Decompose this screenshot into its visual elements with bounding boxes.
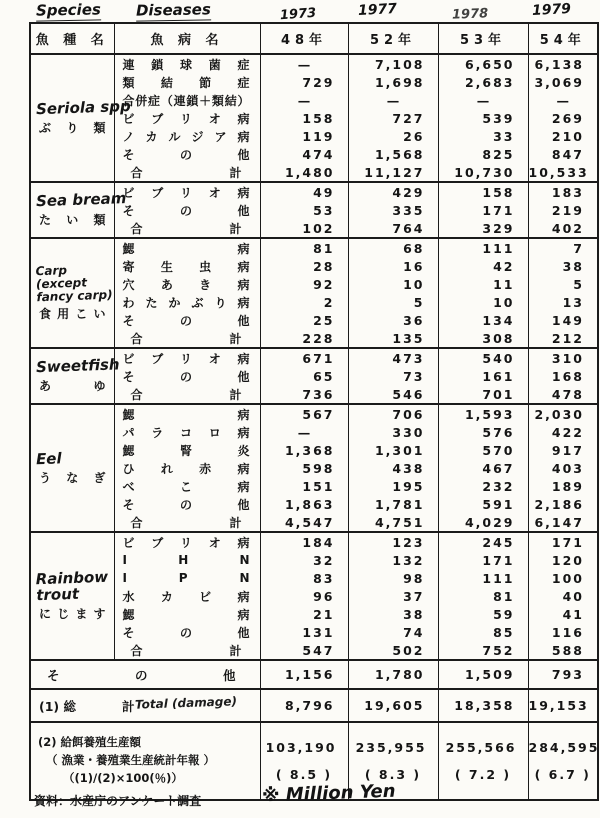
value-cell: 161	[438, 367, 528, 385]
value-cell: 1,156	[260, 660, 348, 689]
value-cell: —	[438, 91, 528, 109]
table-row	[30, 73, 598, 91]
production-value-cell	[438, 722, 528, 800]
table-header	[30, 23, 598, 54]
value-cell: 330	[348, 423, 438, 441]
table-row	[30, 257, 598, 275]
value-cell: 131	[260, 623, 348, 641]
table-row	[30, 513, 598, 532]
value-cell: 59	[438, 605, 528, 623]
value-cell: 189	[528, 477, 598, 495]
value-cell: 100	[528, 569, 598, 587]
disease-name-cell: 穴 あ き 病	[114, 275, 260, 293]
value-cell: 98	[348, 569, 438, 587]
year-column-header-53: 53年	[438, 23, 528, 54]
disease-name-cell: そ の 他	[114, 145, 260, 163]
production-percent: ( 8.3 )	[364, 767, 422, 782]
value-cell: 19,153	[528, 689, 598, 722]
disease-name-cell: 鰓 病	[114, 404, 260, 423]
value-cell: 4,547	[260, 513, 348, 532]
disease-name-cell: 合 計	[114, 219, 260, 238]
table-row	[30, 569, 598, 587]
value-cell: 8,796	[260, 689, 348, 722]
value-cell: 1,698	[348, 73, 438, 91]
table-row	[30, 441, 598, 459]
value-cell: 570	[438, 441, 528, 459]
disease-name-cell: 合 計	[114, 329, 260, 348]
value-cell: 467	[438, 459, 528, 477]
disease-name-cell: 合 計	[114, 385, 260, 404]
value-cell: 4,029	[438, 513, 528, 532]
value-cell: 158	[260, 109, 348, 127]
value-cell: 41	[528, 605, 598, 623]
value-cell: 7	[528, 238, 598, 257]
value-cell: 540	[438, 348, 528, 367]
value-cell: 92	[260, 275, 348, 293]
value-cell: 5	[348, 293, 438, 311]
species-name-handwritten: Seriola spp	[35, 96, 131, 119]
value-cell: 269	[528, 109, 598, 127]
value-cell: 5	[528, 275, 598, 293]
disease-name-cell: そ の 他	[114, 367, 260, 385]
value-cell: 228	[260, 329, 348, 348]
value-cell: 1,593	[438, 404, 528, 423]
value-cell: 73	[348, 367, 438, 385]
value-cell: 917	[528, 441, 598, 459]
value-cell: 329	[438, 219, 528, 238]
table-row	[30, 605, 598, 623]
value-cell: 793	[528, 660, 598, 689]
value-cell: 96	[260, 587, 348, 605]
table-row	[30, 423, 598, 441]
species-cell	[30, 54, 131, 182]
disease-name-cell: ビ ブ リ オ 病	[114, 109, 260, 127]
value-cell: 2,186	[528, 495, 598, 513]
disease-name-cell: 合 計	[114, 641, 260, 660]
value-cell: 120	[528, 551, 598, 569]
value-cell: 53	[260, 201, 348, 219]
value-cell: 706	[348, 404, 438, 423]
production-value: 235,955	[355, 740, 427, 755]
value-cell: 81	[438, 587, 528, 605]
value-cell: 171	[438, 551, 528, 569]
production-value: 284,595	[528, 740, 600, 755]
disease-column-header: 魚 病 名	[114, 23, 260, 54]
value-cell: 25	[260, 311, 348, 329]
value-cell: 135	[348, 329, 438, 348]
grand-total-label-cell	[30, 689, 260, 722]
table-row	[30, 311, 598, 329]
value-cell: —	[260, 91, 348, 109]
value-cell: 49	[260, 182, 348, 201]
disease-name-cell: I H N	[114, 551, 260, 569]
table-row	[30, 293, 598, 311]
disease-name-cell: 水 カ ビ 病	[114, 587, 260, 605]
value-cell: 591	[438, 495, 528, 513]
handwritten-unit-note: ※ Million Yen	[261, 780, 396, 807]
table-row	[30, 54, 598, 73]
value-cell: 1,480	[260, 163, 348, 182]
value-cell: 123	[348, 532, 438, 551]
table-row	[30, 587, 598, 605]
value-cell: 478	[528, 385, 598, 404]
table-row	[30, 329, 598, 348]
species-name-japanese: 食 用 こ い	[39, 307, 106, 322]
handwritten-year-1978: 1978	[451, 6, 489, 23]
value-cell: 335	[348, 201, 438, 219]
handwritten-species-label: Species	[35, 0, 101, 20]
table-row	[30, 623, 598, 641]
value-cell: 171	[438, 201, 528, 219]
value-cell: 1,301	[348, 441, 438, 459]
value-cell: —	[528, 91, 598, 109]
value-cell: 10	[438, 293, 528, 311]
value-cell: 539	[438, 109, 528, 127]
disease-name-cell: 寄 生 虫 病	[114, 257, 260, 275]
value-cell: 474	[260, 145, 348, 163]
value-cell: 10,533	[528, 163, 598, 182]
value-cell: 752	[438, 641, 528, 660]
table-row	[30, 163, 598, 182]
value-cell: 308	[438, 329, 528, 348]
production-label-cell	[30, 722, 260, 800]
species-name-japanese: あ ゆ	[39, 379, 106, 394]
year-column-header-54: 54年	[528, 23, 598, 54]
disease-name-cell: ビ ブ リ オ 病	[114, 532, 260, 551]
handwritten-diseases-label: Diseases	[135, 0, 211, 20]
value-cell: 546	[348, 385, 438, 404]
production-percent: ( 8.5 )	[275, 767, 333, 782]
value-cell: 6,650	[438, 54, 528, 73]
disease-name-cell: べ こ 病	[114, 477, 260, 495]
disease-name-cell: そ の 他	[114, 623, 260, 641]
value-cell: 1,368	[260, 441, 348, 459]
disease-name-cell: ビ ブ リ オ 病	[114, 348, 260, 367]
species-name-japanese: ぶ り 類	[39, 121, 106, 136]
production-value: 103,190	[265, 740, 337, 755]
value-cell: 438	[348, 459, 438, 477]
value-cell: 422	[528, 423, 598, 441]
value-cell: 42	[438, 257, 528, 275]
table-row	[30, 532, 598, 551]
value-cell: 38	[348, 605, 438, 623]
production-percent: ( 6.7 )	[534, 767, 591, 782]
value-cell: 7,108	[348, 54, 438, 73]
value-cell: 729	[260, 73, 348, 91]
value-cell: 68	[348, 238, 438, 257]
disease-name-cell: そ の 他	[114, 495, 260, 513]
disease-name-cell: わ た か ぶ り 病	[114, 293, 260, 311]
table-row	[30, 477, 598, 495]
species-cell	[30, 532, 114, 660]
disease-name-cell: 合 計	[114, 163, 260, 182]
disease-name-cell: 鰓 腎 炎	[114, 441, 260, 459]
species-cell	[30, 348, 120, 404]
handwritten-year-1973: 1973	[279, 5, 317, 24]
disease-name-cell: 合 計	[114, 513, 260, 532]
value-cell: 2	[260, 293, 348, 311]
source-note: 資料：水産庁のアンケート調査	[34, 794, 202, 808]
other-label-cell: そ の 他	[30, 660, 260, 689]
production-label-line: (2) 給餌養殖生産額	[38, 735, 142, 750]
disease-name-cell: パ ラ コ ロ 病	[114, 423, 260, 441]
disease-name-cell: ひ れ 赤 病	[114, 459, 260, 477]
table-row	[30, 275, 598, 293]
value-cell: 403	[528, 459, 598, 477]
table-row	[30, 145, 598, 163]
table-row	[30, 348, 598, 367]
value-cell: 33	[438, 127, 528, 145]
value-cell: 764	[348, 219, 438, 238]
value-cell: 21	[260, 605, 348, 623]
production-percent: ( 7.2 )	[454, 767, 512, 782]
value-cell: 149	[528, 311, 598, 329]
value-cell: 1,568	[348, 145, 438, 163]
value-cell: 6,138	[528, 54, 598, 73]
disease-name-cell: 合併症（連鎖＋類結）	[114, 91, 260, 109]
value-cell: 727	[348, 109, 438, 127]
grand-total-row	[30, 689, 598, 722]
value-cell: 81	[260, 238, 348, 257]
value-cell: 151	[260, 477, 348, 495]
value-cell: 2,683	[438, 73, 528, 91]
value-cell: 116	[528, 623, 598, 641]
table-row	[30, 404, 598, 423]
value-cell: 825	[438, 145, 528, 163]
table-row	[30, 127, 598, 145]
value-cell: 310	[528, 348, 598, 367]
value-cell: —	[348, 91, 438, 109]
value-cell: 83	[260, 569, 348, 587]
production-label-line: （(1)/(2)×100(％)）	[63, 770, 183, 785]
year-column-header-52: 52年	[348, 23, 438, 54]
disease-name-cell: そ の 他	[114, 311, 260, 329]
value-cell: 1,781	[348, 495, 438, 513]
value-cell: 210	[528, 127, 598, 145]
value-cell: 74	[348, 623, 438, 641]
table-row	[30, 495, 598, 513]
value-cell: 195	[348, 477, 438, 495]
table-row	[30, 219, 598, 238]
value-cell: —	[260, 54, 348, 73]
value-cell: 736	[260, 385, 348, 404]
fish-disease-table	[29, 22, 599, 801]
value-cell: 567	[260, 404, 348, 423]
table-body	[30, 54, 598, 800]
value-cell: 429	[348, 182, 438, 201]
value-cell: 10	[348, 275, 438, 293]
species-cell	[30, 404, 114, 532]
value-cell: 16	[348, 257, 438, 275]
value-cell: 168	[528, 367, 598, 385]
value-cell: 158	[438, 182, 528, 201]
table-row	[30, 551, 598, 569]
value-cell: 28	[260, 257, 348, 275]
value-cell: 3,069	[528, 73, 598, 91]
value-cell: 184	[260, 532, 348, 551]
disease-name-cell: 鰓 病	[114, 605, 260, 623]
grand-total-label-left: (1) 総	[39, 698, 76, 714]
production-value: 255,566	[445, 740, 517, 755]
value-cell: 11	[438, 275, 528, 293]
value-cell: 119	[260, 127, 348, 145]
disease-name-cell: 鰓 病	[114, 238, 260, 257]
value-cell: 847	[528, 145, 598, 163]
value-cell: 36	[348, 311, 438, 329]
value-cell: 6,147	[528, 513, 598, 532]
value-cell: 40	[528, 587, 598, 605]
table-row	[30, 238, 598, 257]
value-cell: 111	[438, 238, 528, 257]
value-cell: 26	[348, 127, 438, 145]
species-column-header: 魚 種 名	[30, 23, 114, 54]
species-name-handwritten: Rainbow trout	[35, 567, 109, 605]
grand-total-label-right: 計	[121, 698, 135, 714]
value-cell: 473	[348, 348, 438, 367]
value-cell: 132	[348, 551, 438, 569]
disease-name-cell: I P N	[114, 569, 260, 587]
value-cell: 32	[260, 551, 348, 569]
value-cell: 65	[260, 367, 348, 385]
value-cell: 671	[260, 348, 348, 367]
value-cell: 547	[260, 641, 348, 660]
value-cell: 4,751	[348, 513, 438, 532]
value-cell: 13	[528, 293, 598, 311]
value-cell: 232	[438, 477, 528, 495]
value-cell: 38	[528, 257, 598, 275]
value-cell: 588	[528, 641, 598, 660]
table-row	[30, 385, 598, 404]
production-value-cell	[528, 722, 598, 800]
species-name-handwritten: Sweetfish	[35, 355, 120, 377]
value-cell: 171	[528, 532, 598, 551]
species-name-handwritten: Eel	[35, 449, 62, 469]
value-cell: 2,030	[528, 404, 598, 423]
value-cell: 102	[260, 219, 348, 238]
disease-name-cell: ノ カ ル ジ ア 病	[114, 127, 260, 145]
value-cell: 1,863	[260, 495, 348, 513]
value-cell: 212	[528, 329, 598, 348]
handwritten-year-1979: 1979	[531, 0, 572, 20]
value-cell: 502	[348, 641, 438, 660]
disease-name-cell: 類 結 節 症	[114, 73, 260, 91]
production-label-line: （ 漁業・養殖業生産統計年報 ）	[46, 753, 216, 768]
species-name-japanese: う な ぎ	[39, 471, 106, 486]
value-cell: 183	[528, 182, 598, 201]
value-cell: 245	[438, 532, 528, 551]
value-cell: 1,780	[348, 660, 438, 689]
value-cell: 85	[438, 623, 528, 641]
species-name-handwritten: Sea bream	[35, 189, 127, 211]
handwritten-total-note: Total (damage)	[134, 694, 238, 712]
disease-name-cell: 連 鎖 球 菌 症	[114, 54, 260, 73]
species-name-handwritten: Carp (except fancy carp)	[35, 262, 113, 304]
value-cell: 111	[438, 569, 528, 587]
table-row	[30, 182, 598, 201]
value-cell: 134	[438, 311, 528, 329]
species-cell	[30, 182, 127, 238]
species-cell	[30, 238, 114, 348]
value-cell: —	[260, 423, 348, 441]
value-cell: 598	[260, 459, 348, 477]
value-cell: 18,358	[438, 689, 528, 722]
table-row	[30, 641, 598, 660]
other-species-row	[30, 660, 598, 689]
value-cell: 11,127	[348, 163, 438, 182]
species-name-japanese: た い 類	[39, 213, 106, 228]
handwritten-year-1977: 1977	[357, 0, 398, 20]
table-row	[30, 459, 598, 477]
disease-name-cell: ビ ブ リ オ 病	[114, 182, 260, 201]
disease-name-cell: そ の 他	[114, 201, 260, 219]
value-cell: 1,509	[438, 660, 528, 689]
year-column-header-48: 48年	[260, 23, 348, 54]
value-cell: 402	[528, 219, 598, 238]
value-cell: 219	[528, 201, 598, 219]
value-cell: 19,605	[348, 689, 438, 722]
value-cell: 701	[438, 385, 528, 404]
value-cell: 37	[348, 587, 438, 605]
species-name-japanese: に じ ま す	[39, 607, 106, 622]
value-cell: 10,730	[438, 163, 528, 182]
value-cell: 576	[438, 423, 528, 441]
